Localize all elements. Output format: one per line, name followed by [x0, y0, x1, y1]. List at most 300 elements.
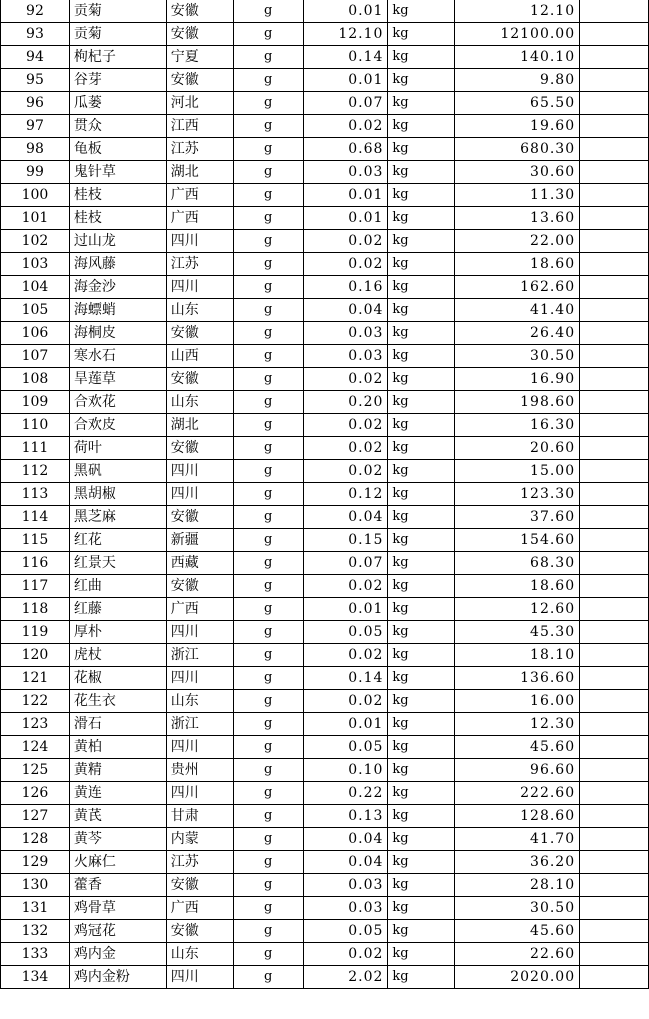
origin-cell: 江苏: [166, 851, 233, 874]
origin-cell: 安徽: [166, 920, 233, 943]
unit-cell: g: [233, 874, 303, 897]
row-number-cell: 102: [1, 230, 70, 253]
amount-cell: 37.60: [455, 506, 580, 529]
amount-cell: 13.60: [455, 207, 580, 230]
origin-cell: 山东: [166, 391, 233, 414]
amount-cell: 96.60: [455, 759, 580, 782]
table-row: [1, 483, 649, 506]
empty-cell: [580, 621, 649, 644]
table-row: [1, 276, 649, 299]
empty-cell: [580, 851, 649, 874]
quantity-cell: 0.02: [303, 414, 388, 437]
herb-name-cell: 海风藤: [69, 253, 166, 276]
empty-cell: [580, 805, 649, 828]
amount-cell: 136.60: [455, 667, 580, 690]
origin-cell: 江苏: [166, 253, 233, 276]
empty-cell: [580, 253, 649, 276]
table-row: [1, 115, 649, 138]
unit-cell: g: [233, 253, 303, 276]
row-number-cell: 134: [1, 966, 70, 989]
amount-cell: 36.20: [455, 851, 580, 874]
amount-cell: 41.70: [455, 828, 580, 851]
unit-cell: g: [233, 851, 303, 874]
herb-name-cell: 鸡内金: [69, 943, 166, 966]
bulk-unit-cell: kg: [388, 207, 455, 230]
amount-cell: 16.30: [455, 414, 580, 437]
herb-name-cell: 龟板: [69, 138, 166, 161]
row-number-cell: 97: [1, 115, 70, 138]
empty-cell: [580, 161, 649, 184]
amount-cell: 11.30: [455, 184, 580, 207]
row-number-cell: 127: [1, 805, 70, 828]
row-number-cell: 98: [1, 138, 70, 161]
herb-name-cell: 黄连: [69, 782, 166, 805]
amount-cell: 680.30: [455, 138, 580, 161]
quantity-cell: 0.02: [303, 943, 388, 966]
table-row: [1, 713, 649, 736]
table-row: [1, 782, 649, 805]
origin-cell: 浙江: [166, 713, 233, 736]
quantity-cell: 0.04: [303, 299, 388, 322]
empty-cell: [580, 552, 649, 575]
table-row: [1, 920, 649, 943]
herb-name-cell: 海桐皮: [69, 322, 166, 345]
herb-name-cell: 火麻仁: [69, 851, 166, 874]
unit-cell: g: [233, 736, 303, 759]
origin-cell: 安徽: [166, 437, 233, 460]
table-row: [1, 667, 649, 690]
unit-cell: g: [233, 483, 303, 506]
unit-cell: g: [233, 575, 303, 598]
herb-name-cell: 瓜蒌: [69, 92, 166, 115]
origin-cell: 四川: [166, 782, 233, 805]
bulk-unit-cell: kg: [388, 138, 455, 161]
table-row: [1, 851, 649, 874]
bulk-unit-cell: kg: [388, 437, 455, 460]
bulk-unit-cell: kg: [388, 851, 455, 874]
origin-cell: 浙江: [166, 644, 233, 667]
row-number-cell: 117: [1, 575, 70, 598]
unit-cell: g: [233, 138, 303, 161]
amount-cell: 65.50: [455, 92, 580, 115]
row-number-cell: 111: [1, 437, 70, 460]
amount-cell: 22.00: [455, 230, 580, 253]
bulk-unit-cell: kg: [388, 368, 455, 391]
bulk-unit-cell: kg: [388, 92, 455, 115]
row-number-cell: 122: [1, 690, 70, 713]
origin-cell: 新疆: [166, 529, 233, 552]
empty-cell: [580, 943, 649, 966]
amount-cell: 15.00: [455, 460, 580, 483]
empty-cell: [580, 644, 649, 667]
row-number-cell: 95: [1, 69, 70, 92]
herb-name-cell: 黑芝麻: [69, 506, 166, 529]
table-row: [1, 437, 649, 460]
amount-cell: 12.10: [455, 0, 580, 23]
herb-name-cell: 过山龙: [69, 230, 166, 253]
row-number-cell: 114: [1, 506, 70, 529]
unit-cell: g: [233, 897, 303, 920]
amount-cell: 12.60: [455, 598, 580, 621]
unit-cell: g: [233, 529, 303, 552]
table-row: [1, 644, 649, 667]
quantity-cell: 0.03: [303, 897, 388, 920]
row-number-cell: 108: [1, 368, 70, 391]
empty-cell: [580, 0, 649, 23]
row-number-cell: 105: [1, 299, 70, 322]
table-row: [1, 23, 649, 46]
empty-cell: [580, 92, 649, 115]
amount-cell: 12100.00: [455, 23, 580, 46]
quantity-cell: 2.02: [303, 966, 388, 989]
quantity-cell: 0.02: [303, 644, 388, 667]
row-number-cell: 130: [1, 874, 70, 897]
quantity-cell: 0.02: [303, 115, 388, 138]
empty-cell: [580, 391, 649, 414]
quantity-cell: 0.22: [303, 782, 388, 805]
origin-cell: 安徽: [166, 368, 233, 391]
table-row: [1, 690, 649, 713]
herb-name-cell: 贡菊: [69, 23, 166, 46]
origin-cell: 安徽: [166, 69, 233, 92]
row-number-cell: 106: [1, 322, 70, 345]
quantity-cell: 0.04: [303, 506, 388, 529]
unit-cell: g: [233, 667, 303, 690]
origin-cell: 山东: [166, 943, 233, 966]
quantity-cell: 0.01: [303, 713, 388, 736]
unit-cell: g: [233, 598, 303, 621]
quantity-cell: 0.13: [303, 805, 388, 828]
origin-cell: 江西: [166, 115, 233, 138]
bulk-unit-cell: kg: [388, 598, 455, 621]
empty-cell: [580, 138, 649, 161]
bulk-unit-cell: kg: [388, 253, 455, 276]
empty-cell: [580, 230, 649, 253]
origin-cell: 广西: [166, 598, 233, 621]
quantity-cell: 0.02: [303, 230, 388, 253]
origin-cell: 四川: [166, 667, 233, 690]
amount-cell: 9.80: [455, 69, 580, 92]
origin-cell: 安徽: [166, 322, 233, 345]
quantity-cell: 0.04: [303, 851, 388, 874]
bulk-unit-cell: kg: [388, 322, 455, 345]
row-number-cell: 121: [1, 667, 70, 690]
amount-cell: 16.00: [455, 690, 580, 713]
quantity-cell: 0.10: [303, 759, 388, 782]
quantity-cell: 0.05: [303, 920, 388, 943]
table-row: [1, 575, 649, 598]
origin-cell: 山东: [166, 299, 233, 322]
unit-cell: g: [233, 644, 303, 667]
table-row: [1, 460, 649, 483]
unit-cell: g: [233, 391, 303, 414]
herb-name-cell: 贡菊: [69, 0, 166, 23]
bulk-unit-cell: kg: [388, 345, 455, 368]
empty-cell: [580, 115, 649, 138]
empty-cell: [580, 184, 649, 207]
unit-cell: g: [233, 966, 303, 989]
row-number-cell: 100: [1, 184, 70, 207]
herb-name-cell: 厚朴: [69, 621, 166, 644]
amount-cell: 30.60: [455, 161, 580, 184]
table-row: [1, 414, 649, 437]
row-number-cell: 123: [1, 713, 70, 736]
row-number-cell: 120: [1, 644, 70, 667]
origin-cell: 广西: [166, 184, 233, 207]
quantity-cell: 0.02: [303, 690, 388, 713]
row-number-cell: 133: [1, 943, 70, 966]
quantity-cell: 0.12: [303, 483, 388, 506]
table-row: [1, 207, 649, 230]
quantity-cell: 0.02: [303, 253, 388, 276]
row-number-cell: 116: [1, 552, 70, 575]
row-number-cell: 132: [1, 920, 70, 943]
bulk-unit-cell: kg: [388, 46, 455, 69]
herb-name-cell: 鸡内金粉: [69, 966, 166, 989]
quantity-cell: 0.01: [303, 207, 388, 230]
row-number-cell: 99: [1, 161, 70, 184]
row-number-cell: 118: [1, 598, 70, 621]
unit-cell: g: [233, 828, 303, 851]
bulk-unit-cell: kg: [388, 920, 455, 943]
quantity-cell: 0.20: [303, 391, 388, 414]
unit-cell: g: [233, 713, 303, 736]
amount-cell: 162.60: [455, 276, 580, 299]
origin-cell: 安徽: [166, 23, 233, 46]
empty-cell: [580, 506, 649, 529]
quantity-cell: 0.07: [303, 552, 388, 575]
quantity-cell: 0.01: [303, 598, 388, 621]
herb-name-cell: 红曲: [69, 575, 166, 598]
herb-name-cell: 红花: [69, 529, 166, 552]
amount-cell: 2020.00: [455, 966, 580, 989]
unit-cell: g: [233, 92, 303, 115]
amount-cell: 123.30: [455, 483, 580, 506]
origin-cell: 四川: [166, 460, 233, 483]
row-number-cell: 109: [1, 391, 70, 414]
unit-cell: g: [233, 299, 303, 322]
unit-cell: g: [233, 345, 303, 368]
amount-cell: 45.60: [455, 736, 580, 759]
empty-cell: [580, 529, 649, 552]
table-row: [1, 0, 649, 23]
empty-cell: [580, 713, 649, 736]
unit-cell: g: [233, 23, 303, 46]
herb-name-cell: 枸杞子: [69, 46, 166, 69]
unit-cell: g: [233, 115, 303, 138]
quantity-cell: 0.01: [303, 0, 388, 23]
origin-cell: 四川: [166, 966, 233, 989]
quantity-cell: 0.05: [303, 621, 388, 644]
table-row: [1, 805, 649, 828]
table-row: [1, 828, 649, 851]
origin-cell: 甘肃: [166, 805, 233, 828]
row-number-cell: 93: [1, 23, 70, 46]
bulk-unit-cell: kg: [388, 713, 455, 736]
herb-name-cell: 藿香: [69, 874, 166, 897]
origin-cell: 湖北: [166, 414, 233, 437]
row-number-cell: 103: [1, 253, 70, 276]
herb-name-cell: 虎杖: [69, 644, 166, 667]
row-number-cell: 94: [1, 46, 70, 69]
unit-cell: g: [233, 230, 303, 253]
herb-name-cell: 桂枝: [69, 207, 166, 230]
row-number-cell: 101: [1, 207, 70, 230]
herb-name-cell: 海金沙: [69, 276, 166, 299]
empty-cell: [580, 828, 649, 851]
herb-name-cell: 桂枝: [69, 184, 166, 207]
unit-cell: g: [233, 437, 303, 460]
bulk-unit-cell: kg: [388, 0, 455, 23]
empty-cell: [580, 207, 649, 230]
herb-name-cell: 黄精: [69, 759, 166, 782]
row-number-cell: 96: [1, 92, 70, 115]
origin-cell: 四川: [166, 621, 233, 644]
origin-cell: 山西: [166, 345, 233, 368]
herb-name-cell: 合欢皮: [69, 414, 166, 437]
empty-cell: [580, 759, 649, 782]
herb-name-cell: 荷叶: [69, 437, 166, 460]
herb-name-cell: 黄柏: [69, 736, 166, 759]
bulk-unit-cell: kg: [388, 621, 455, 644]
bulk-unit-cell: kg: [388, 414, 455, 437]
table-row: [1, 874, 649, 897]
empty-cell: [580, 897, 649, 920]
table-row: [1, 161, 649, 184]
origin-cell: 安徽: [166, 0, 233, 23]
empty-cell: [580, 460, 649, 483]
herb-name-cell: 鸡冠花: [69, 920, 166, 943]
amount-cell: 12.30: [455, 713, 580, 736]
bulk-unit-cell: kg: [388, 276, 455, 299]
herb-name-cell: 花生衣: [69, 690, 166, 713]
table-row: [1, 322, 649, 345]
unit-cell: g: [233, 414, 303, 437]
empty-cell: [580, 345, 649, 368]
row-number-cell: 125: [1, 759, 70, 782]
origin-cell: 安徽: [166, 575, 233, 598]
origin-cell: 四川: [166, 483, 233, 506]
herb-name-cell: 鬼针草: [69, 161, 166, 184]
unit-cell: g: [233, 69, 303, 92]
bulk-unit-cell: kg: [388, 69, 455, 92]
herb-name-cell: 贯众: [69, 115, 166, 138]
quantity-cell: 0.68: [303, 138, 388, 161]
bulk-unit-cell: kg: [388, 483, 455, 506]
bulk-unit-cell: kg: [388, 667, 455, 690]
amount-cell: 20.60: [455, 437, 580, 460]
quantity-cell: 0.05: [303, 736, 388, 759]
unit-cell: g: [233, 759, 303, 782]
bulk-unit-cell: kg: [388, 299, 455, 322]
bulk-unit-cell: kg: [388, 782, 455, 805]
empty-cell: [580, 437, 649, 460]
bulk-unit-cell: kg: [388, 897, 455, 920]
origin-cell: 贵州: [166, 759, 233, 782]
herb-name-cell: 黑矾: [69, 460, 166, 483]
amount-cell: 18.60: [455, 575, 580, 598]
bulk-unit-cell: kg: [388, 115, 455, 138]
empty-cell: [580, 667, 649, 690]
table-row: [1, 529, 649, 552]
origin-cell: 四川: [166, 230, 233, 253]
table-row: [1, 92, 649, 115]
unit-cell: g: [233, 322, 303, 345]
quantity-cell: 0.01: [303, 184, 388, 207]
bulk-unit-cell: kg: [388, 506, 455, 529]
row-number-cell: 119: [1, 621, 70, 644]
amount-cell: 16.90: [455, 368, 580, 391]
empty-cell: [580, 276, 649, 299]
unit-cell: g: [233, 368, 303, 391]
quantity-cell: 0.16: [303, 276, 388, 299]
bulk-unit-cell: kg: [388, 184, 455, 207]
unit-cell: g: [233, 207, 303, 230]
unit-cell: g: [233, 46, 303, 69]
quantity-cell: 0.14: [303, 667, 388, 690]
unit-cell: g: [233, 0, 303, 23]
amount-cell: 26.40: [455, 322, 580, 345]
quantity-cell: 0.02: [303, 575, 388, 598]
empty-cell: [580, 598, 649, 621]
quantity-cell: 0.03: [303, 161, 388, 184]
origin-cell: 内蒙: [166, 828, 233, 851]
quantity-cell: 0.04: [303, 828, 388, 851]
bulk-unit-cell: kg: [388, 575, 455, 598]
amount-cell: 22.60: [455, 943, 580, 966]
unit-cell: g: [233, 621, 303, 644]
amount-cell: 30.50: [455, 897, 580, 920]
herb-name-cell: 红藤: [69, 598, 166, 621]
amount-cell: 128.60: [455, 805, 580, 828]
quantity-cell: 12.10: [303, 23, 388, 46]
quantity-cell: 0.02: [303, 460, 388, 483]
quantity-cell: 0.15: [303, 529, 388, 552]
origin-cell: 河北: [166, 92, 233, 115]
table-row: [1, 736, 649, 759]
unit-cell: g: [233, 276, 303, 299]
empty-cell: [580, 690, 649, 713]
herb-name-cell: 滑石: [69, 713, 166, 736]
empty-cell: [580, 69, 649, 92]
bulk-unit-cell: kg: [388, 966, 455, 989]
row-number-cell: 104: [1, 276, 70, 299]
quantity-cell: 0.03: [303, 345, 388, 368]
origin-cell: 安徽: [166, 874, 233, 897]
bulk-unit-cell: kg: [388, 552, 455, 575]
bulk-unit-cell: kg: [388, 805, 455, 828]
herb-name-cell: 黑胡椒: [69, 483, 166, 506]
origin-cell: 广西: [166, 207, 233, 230]
origin-cell: 宁夏: [166, 46, 233, 69]
unit-cell: g: [233, 805, 303, 828]
bulk-unit-cell: kg: [388, 460, 455, 483]
unit-cell: g: [233, 943, 303, 966]
table-row: [1, 552, 649, 575]
herb-name-cell: 合欢花: [69, 391, 166, 414]
table-row: [1, 230, 649, 253]
unit-cell: g: [233, 184, 303, 207]
bulk-unit-cell: kg: [388, 529, 455, 552]
unit-cell: g: [233, 690, 303, 713]
origin-cell: 江苏: [166, 138, 233, 161]
empty-cell: [580, 575, 649, 598]
amount-cell: 222.60: [455, 782, 580, 805]
table-row: [1, 69, 649, 92]
unit-cell: g: [233, 460, 303, 483]
bulk-unit-cell: kg: [388, 23, 455, 46]
empty-cell: [580, 874, 649, 897]
